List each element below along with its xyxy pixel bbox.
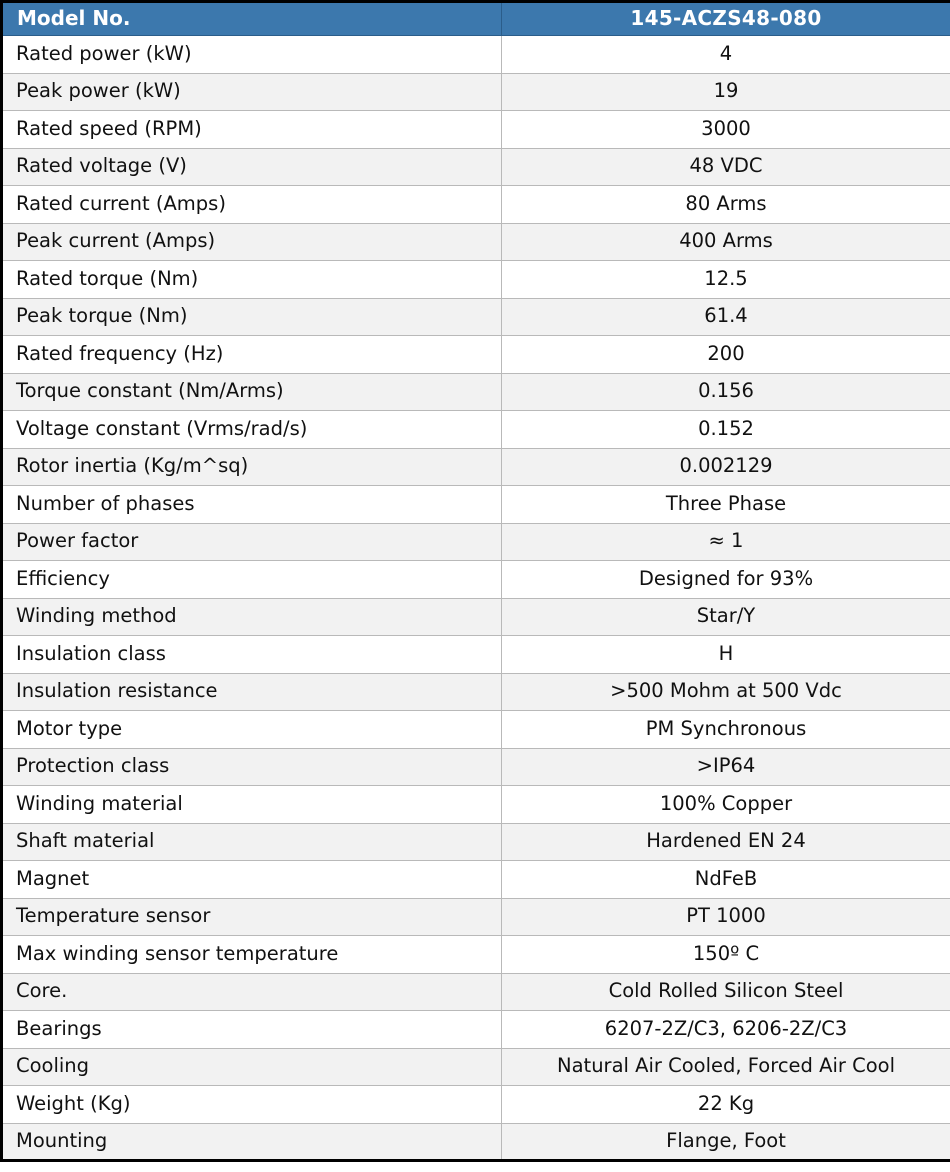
spec-label-cell: Rated voltage (V): [2, 148, 502, 186]
spec-value-cell: 3000: [502, 111, 950, 149]
spec-label-cell: Power factor: [2, 523, 502, 561]
spec-value-cell: 150º C: [502, 936, 950, 974]
spec-label-cell: Max winding sensor temperature: [2, 936, 502, 974]
spec-label-cell: Insulation class: [2, 636, 502, 674]
spec-label-cell: Rated speed (RPM): [2, 111, 502, 149]
table-row: [2, 411, 950, 449]
spec-value-cell: 0.152: [502, 411, 950, 449]
spec-label-cell: Bearings: [2, 1011, 502, 1049]
table-row: [2, 36, 950, 74]
spec-value-cell: H: [502, 636, 950, 674]
spec-label-cell: Peak current (Amps): [2, 223, 502, 261]
spec-value-cell: 48 VDC: [502, 148, 950, 186]
spec-value-cell: PM Synchronous: [502, 711, 950, 749]
spec-value-cell: >IP64: [502, 748, 950, 786]
table-row: [2, 673, 950, 711]
table-row: [2, 448, 950, 486]
spec-value-cell: Three Phase: [502, 486, 950, 524]
table-row: [2, 298, 950, 336]
column-header-model-no: Model No.: [2, 2, 502, 36]
table-row: [2, 1086, 950, 1124]
table-row: [2, 598, 950, 636]
table-row: [2, 148, 950, 186]
spec-value-cell: 6207-2Z/C3, 6206-2Z/C3: [502, 1011, 950, 1049]
column-header-model-value: 145-ACZS48-080: [502, 2, 950, 36]
table-row: [2, 898, 950, 936]
spec-value-cell: 0.002129: [502, 448, 950, 486]
spec-value-cell: 61.4: [502, 298, 950, 336]
spec-value-cell: NdFeB: [502, 861, 950, 899]
spec-label-cell: Winding material: [2, 786, 502, 824]
table-row: [2, 336, 950, 374]
spec-label-cell: Rated current (Amps): [2, 186, 502, 224]
table-header: [2, 2, 950, 36]
spec-label-cell: Insulation resistance: [2, 673, 502, 711]
spec-label-cell: Core.: [2, 973, 502, 1011]
spec-label-cell: Magnet: [2, 861, 502, 899]
spec-value-cell: Flange, Foot: [502, 1123, 950, 1161]
table-row: [2, 636, 950, 674]
spec-label-cell: Temperature sensor: [2, 898, 502, 936]
table-row: [2, 823, 950, 861]
spec-value-cell: ≈ 1: [502, 523, 950, 561]
spec-value-cell: 19: [502, 73, 950, 111]
spec-value-cell: 400 Arms: [502, 223, 950, 261]
table-row: [2, 748, 950, 786]
spec-value-cell: 200: [502, 336, 950, 374]
spec-value-cell: PT 1000: [502, 898, 950, 936]
spec-value-cell: Natural Air Cooled, Forced Air Cool: [502, 1048, 950, 1086]
spec-label-cell: Rated torque (Nm): [2, 261, 502, 299]
spec-value-cell: Cold Rolled Silicon Steel: [502, 973, 950, 1011]
spec-value-cell: 12.5: [502, 261, 950, 299]
spec-value-cell: >500 Mohm at 500 Vdc: [502, 673, 950, 711]
spec-label-cell: Efficiency: [2, 561, 502, 599]
table-row: [2, 973, 950, 1011]
table-row: [2, 561, 950, 599]
table-row: [2, 1048, 950, 1086]
table-row: [2, 186, 950, 224]
table-body: [2, 36, 950, 1161]
table-row: [2, 223, 950, 261]
table-row: [2, 861, 950, 899]
table-row: [2, 261, 950, 299]
spec-value-cell: Designed for 93%: [502, 561, 950, 599]
table-row: [2, 523, 950, 561]
spec-label-cell: Shaft material: [2, 823, 502, 861]
spec-value-cell: 80 Arms: [502, 186, 950, 224]
spec-value-cell: 100% Copper: [502, 786, 950, 824]
spec-label-cell: Voltage constant (Vrms/rad/s): [2, 411, 502, 449]
spec-value-cell: Star/Y: [502, 598, 950, 636]
spec-label-cell: Torque constant (Nm/Arms): [2, 373, 502, 411]
spec-label-cell: Cooling: [2, 1048, 502, 1086]
spec-label-cell: Rated frequency (Hz): [2, 336, 502, 374]
table-row: [2, 786, 950, 824]
spec-label-cell: Winding method: [2, 598, 502, 636]
spec-value-cell: 4: [502, 36, 950, 74]
table-row: [2, 111, 950, 149]
spec-label-cell: Mounting: [2, 1123, 502, 1161]
table-row: [2, 711, 950, 749]
spec-label-cell: Rated power (kW): [2, 36, 502, 74]
spec-value-cell: 0.156: [502, 373, 950, 411]
spec-label-cell: Number of phases: [2, 486, 502, 524]
spec-label-cell: Motor type: [2, 711, 502, 749]
table-row: [2, 486, 950, 524]
spec-label-cell: Protection class: [2, 748, 502, 786]
table-row: [2, 1123, 950, 1161]
spec-label-cell: Weight (Kg): [2, 1086, 502, 1124]
table-row: [2, 73, 950, 111]
spec-value-cell: Hardened EN 24: [502, 823, 950, 861]
table-row: [2, 373, 950, 411]
spec-value-cell: 22 Kg: [502, 1086, 950, 1124]
table-row: [2, 1011, 950, 1049]
table-row: [2, 936, 950, 974]
spec-label-cell: Rotor inertia (Kg/m^sq): [2, 448, 502, 486]
spec-label-cell: Peak power (kW): [2, 73, 502, 111]
table-header-row: [2, 2, 950, 36]
spec-label-cell: Peak torque (Nm): [2, 298, 502, 336]
